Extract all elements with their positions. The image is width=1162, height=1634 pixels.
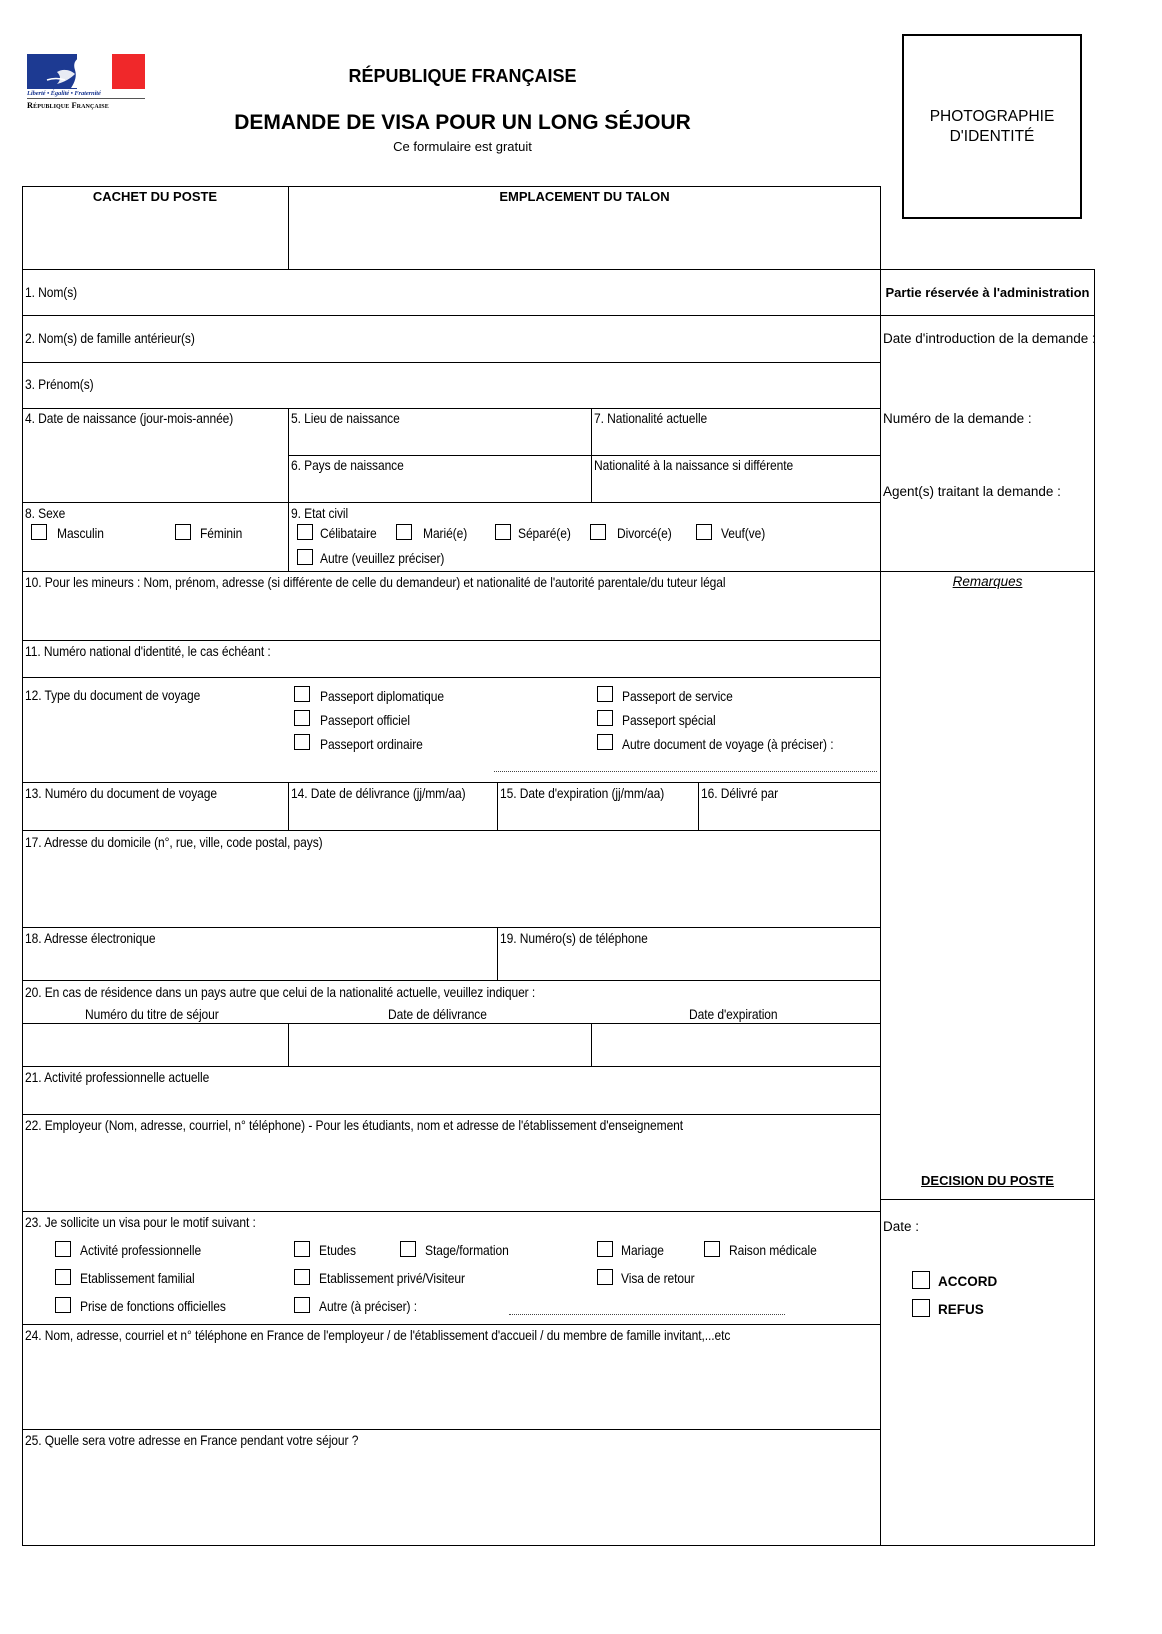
autre-etat-civil-label: Autre (veuillez préciser) bbox=[320, 550, 445, 566]
field-17-label: 17. Adresse du domicile (n°, rue, ville, code postal, pays) bbox=[25, 834, 323, 850]
separe-label: Séparé(e) bbox=[518, 525, 571, 541]
separe-checkbox[interactable] bbox=[495, 524, 511, 540]
titre-sejour-expiration-input[interactable] bbox=[593, 1024, 879, 1065]
col-divider bbox=[288, 408, 289, 571]
motif-raison-medicale-label: Raison médicale bbox=[729, 1242, 817, 1258]
sexe-masculin-checkbox[interactable] bbox=[31, 524, 47, 540]
celibataire-checkbox[interactable] bbox=[297, 524, 313, 540]
nom-famille-anterieur-input[interactable] bbox=[240, 316, 878, 361]
numero-titre-sejour-input[interactable] bbox=[24, 1024, 286, 1065]
row-divider bbox=[880, 1199, 1095, 1200]
emplacement-talon-label: EMPLACEMENT DU TALON bbox=[499, 189, 670, 204]
motif-fonctions-officielles-checkbox[interactable] bbox=[55, 1297, 71, 1313]
photo-label-line1: PHOTOGRAPHIE bbox=[929, 107, 1055, 125]
passeport-special-label: Passeport spécial bbox=[622, 712, 716, 728]
motif-autre-checkbox[interactable] bbox=[294, 1297, 310, 1313]
nationalite-naissance-input[interactable] bbox=[593, 477, 879, 501]
motif-autre-input-line[interactable] bbox=[509, 1314, 785, 1315]
row-divider bbox=[22, 980, 881, 981]
col-divider bbox=[698, 782, 699, 830]
passeport-service-checkbox[interactable] bbox=[597, 686, 613, 702]
date-naissance-input[interactable] bbox=[24, 430, 286, 500]
admin-section-header: Partie réservée à l'administration bbox=[885, 285, 1090, 300]
row-divider bbox=[22, 1429, 881, 1430]
accord-checkbox[interactable] bbox=[912, 1271, 930, 1289]
row-divider bbox=[22, 1114, 881, 1115]
divorce-checkbox[interactable] bbox=[590, 524, 606, 540]
motif-etudes-label: Etudes bbox=[319, 1242, 356, 1258]
row-divider bbox=[22, 571, 1095, 572]
field-12-label: 12. Type du document de voyage bbox=[25, 687, 201, 703]
field-7-label: 7. Nationalité actuelle bbox=[594, 410, 708, 426]
row-divider bbox=[22, 830, 881, 831]
row-divider bbox=[22, 1066, 881, 1067]
field-13-label: 13. Numéro du document de voyage bbox=[25, 785, 218, 801]
autre-etat-civil-checkbox[interactable] bbox=[297, 549, 313, 565]
motif-etablissement-familial-label: Etablissement familial bbox=[80, 1270, 195, 1286]
field-3-label: 3. Prénom(s) bbox=[25, 376, 94, 392]
form-free-notice: Ce formulaire est gratuit bbox=[393, 139, 532, 154]
activite-professionnelle-input[interactable] bbox=[24, 1089, 879, 1113]
page-title: DEMANDE DE VISA POUR UN LONG SÉJOUR bbox=[234, 111, 691, 134]
numero-demande-label: Numéro de la demande : bbox=[883, 411, 1032, 426]
sexe-feminin-label: Féminin bbox=[200, 525, 243, 541]
col-divider bbox=[591, 1023, 592, 1066]
passeport-officiel-checkbox[interactable] bbox=[294, 710, 310, 726]
col-divider bbox=[591, 408, 592, 502]
pays-naissance-input[interactable] bbox=[290, 477, 589, 501]
republic-heading: RÉPUBLIQUE FRANÇAISE bbox=[348, 66, 577, 86]
motif-etablissement-prive-checkbox[interactable] bbox=[294, 1269, 310, 1285]
col-divider bbox=[497, 782, 498, 830]
sexe-feminin-checkbox[interactable] bbox=[175, 524, 191, 540]
date-introduction-label: Date d'introduction de la demande : bbox=[883, 331, 1096, 346]
date-expiration-input[interactable] bbox=[499, 805, 696, 829]
passeport-special-checkbox[interactable] bbox=[597, 710, 613, 726]
field-24-label: 24. Nom, adresse, courriel et n° téléphone en France de l'employeur / de l'établissement d'accueil / du membre de famille invitant,...etc bbox=[25, 1327, 731, 1343]
field-21-label: 21. Activité professionnelle actuelle bbox=[25, 1069, 210, 1085]
field-22-label: 22. Employeur (Nom, adresse, courriel, n° téléphone) - Pour les étudiants, nom et adresse de l'établissement d'enseignement bbox=[25, 1117, 684, 1133]
photo-label-line2: D'IDENTITÉ bbox=[949, 127, 1035, 145]
remarques-heading: Remarques bbox=[952, 574, 1023, 589]
nationalite-actuelle-input[interactable] bbox=[593, 430, 879, 454]
date-expiration-column-label: Date d'expiration bbox=[689, 1006, 778, 1022]
refus-label: REFUS bbox=[938, 1302, 984, 1317]
sexe-masculin-label: Masculin bbox=[57, 525, 104, 541]
col-divider bbox=[497, 927, 498, 980]
field-15-label: 15. Date d'expiration (jj/mm/aa) bbox=[500, 785, 665, 801]
field-20-label: 20. En cas de résidence dans un pays autre que celui de la nationalité actuelle, veuillez indiquer : bbox=[25, 984, 536, 1000]
titre-sejour-column-label: Numéro du titre de séjour bbox=[85, 1006, 219, 1022]
adresse-france-input[interactable] bbox=[24, 1452, 879, 1544]
veuf-label: Veuf(ve) bbox=[721, 525, 766, 541]
motif-stage-label: Stage/formation bbox=[425, 1242, 509, 1258]
motif-raison-medicale-checkbox[interactable] bbox=[704, 1241, 720, 1257]
field-14-label: 14. Date de délivrance (jj/mm/aa) bbox=[291, 785, 466, 801]
motif-activite-professionnelle-checkbox[interactable] bbox=[55, 1241, 71, 1257]
field-23-label: 23. Je sollicite un visa pour le motif suivant : bbox=[25, 1214, 256, 1230]
logo-name: République Française bbox=[27, 101, 109, 110]
autre-document-input-line[interactable] bbox=[494, 771, 877, 772]
employeur-input[interactable] bbox=[24, 1137, 879, 1210]
logo-motto: Liberté • Égalité • Fraternité bbox=[27, 90, 101, 97]
field-7b-label: Nationalité à la naissance si différente bbox=[594, 457, 794, 473]
adresse-electronique-input[interactable] bbox=[24, 950, 495, 979]
row-divider bbox=[22, 1324, 881, 1325]
field-10-label: 10. Pour les mineurs : Nom, prénom, adresse (si différente de celle du demandeur) et nationalité de l'autorité parentale/du tuteur légal bbox=[25, 574, 726, 590]
photo-box bbox=[902, 34, 1082, 219]
veuf-checkbox[interactable] bbox=[696, 524, 712, 540]
row-divider bbox=[22, 640, 881, 641]
refus-checkbox[interactable] bbox=[912, 1299, 930, 1317]
passeport-diplomatique-checkbox[interactable] bbox=[294, 686, 310, 702]
passeport-ordinaire-label: Passeport ordinaire bbox=[320, 736, 423, 752]
titre-sejour-delivrance-input[interactable] bbox=[290, 1024, 589, 1065]
row-divider bbox=[22, 677, 881, 678]
field-19-label: 19. Numéro(s) de téléphone bbox=[500, 930, 648, 946]
nom-input[interactable] bbox=[130, 270, 878, 314]
motif-etablissement-prive-label: Etablissement privé/Visiteur bbox=[319, 1270, 465, 1286]
autre-document-label: Autre document de voyage (à préciser) : bbox=[622, 736, 834, 752]
field-2-label: 2. Nom(s) de famille antérieur(s) bbox=[25, 330, 195, 346]
row-divider bbox=[22, 1211, 881, 1212]
motif-visa-retour-label: Visa de retour bbox=[621, 1270, 695, 1286]
row-divider bbox=[22, 502, 881, 503]
motif-etudes-checkbox[interactable] bbox=[294, 1241, 310, 1257]
divorce-label: Divorcé(e) bbox=[617, 525, 672, 541]
numero-national-identite-input[interactable] bbox=[24, 660, 879, 676]
field-1-label: 1. Nom(s) bbox=[25, 284, 78, 300]
logo-divider bbox=[27, 98, 145, 99]
field-5-label: 5. Lieu de naissance bbox=[291, 410, 400, 426]
col-divider bbox=[288, 782, 289, 830]
celibataire-label: Célibataire bbox=[320, 525, 377, 541]
marie-checkbox[interactable] bbox=[396, 524, 412, 540]
field-9-label: 9. Etat civil bbox=[291, 505, 349, 521]
passeport-ordinaire-checkbox[interactable] bbox=[294, 734, 310, 750]
row-divider bbox=[288, 455, 881, 456]
motif-visa-retour-checkbox[interactable] bbox=[597, 1269, 613, 1285]
field-8-label: 8. Sexe bbox=[25, 505, 66, 521]
motif-stage-checkbox[interactable] bbox=[400, 1241, 416, 1257]
accord-label: ACCORD bbox=[938, 1274, 998, 1289]
marie-label: Marié(e) bbox=[423, 525, 468, 541]
adresse-domicile-input[interactable] bbox=[24, 854, 879, 926]
motif-autre-label: Autre (à préciser) : bbox=[319, 1298, 417, 1314]
motif-mariage-label: Mariage bbox=[621, 1242, 664, 1258]
delivre-par-input[interactable] bbox=[700, 805, 879, 829]
prenom-input[interactable] bbox=[130, 363, 878, 407]
admin-frame bbox=[880, 269, 1095, 1546]
cachet-du-poste-label: CACHET DU POSTE bbox=[92, 189, 218, 204]
row-divider bbox=[22, 408, 881, 409]
col-divider bbox=[288, 1023, 289, 1066]
autre-document-checkbox[interactable] bbox=[597, 734, 613, 750]
telephone-input[interactable] bbox=[499, 950, 879, 979]
field-6-label: 6. Pays de naissance bbox=[291, 457, 404, 473]
date-delivrance-column-label: Date de délivrance bbox=[388, 1006, 487, 1022]
tuteur-legal-input[interactable] bbox=[24, 594, 879, 639]
field-4-label: 4. Date de naissance (jour-mois-année) bbox=[25, 410, 234, 426]
agents-label: Agent(s) traitant la demande : bbox=[883, 484, 1061, 499]
decision-date-label: Date : bbox=[883, 1219, 920, 1234]
contact-france-input[interactable] bbox=[24, 1347, 879, 1428]
field-16-label: 16. Délivré par bbox=[701, 785, 779, 801]
passeport-diplomatique-label: Passeport diplomatique bbox=[320, 688, 444, 704]
motif-activite-professionnelle-label: Activité professionnelle bbox=[80, 1242, 202, 1258]
numero-document-input[interactable] bbox=[24, 805, 286, 829]
row-divider bbox=[22, 782, 881, 783]
row-divider bbox=[22, 927, 881, 928]
motif-fonctions-officielles-label: Prise de fonctions officielles bbox=[80, 1298, 226, 1314]
decision-heading: DECISION DU POSTE bbox=[921, 1173, 1054, 1188]
motif-etablissement-familial-checkbox[interactable] bbox=[55, 1269, 71, 1285]
date-delivrance-input[interactable] bbox=[290, 805, 495, 829]
field-18-label: 18. Adresse électronique bbox=[25, 930, 156, 946]
motif-mariage-checkbox[interactable] bbox=[597, 1241, 613, 1257]
passeport-service-label: Passeport de service bbox=[622, 688, 733, 704]
passeport-officiel-label: Passeport officiel bbox=[320, 712, 410, 728]
field-11-label: 11. Numéro national d'identité, le cas échéant : bbox=[25, 643, 271, 659]
lieu-naissance-input[interactable] bbox=[290, 430, 589, 454]
field-25-label: 25. Quelle sera votre adresse en France pendant votre séjour ? bbox=[25, 1432, 359, 1448]
